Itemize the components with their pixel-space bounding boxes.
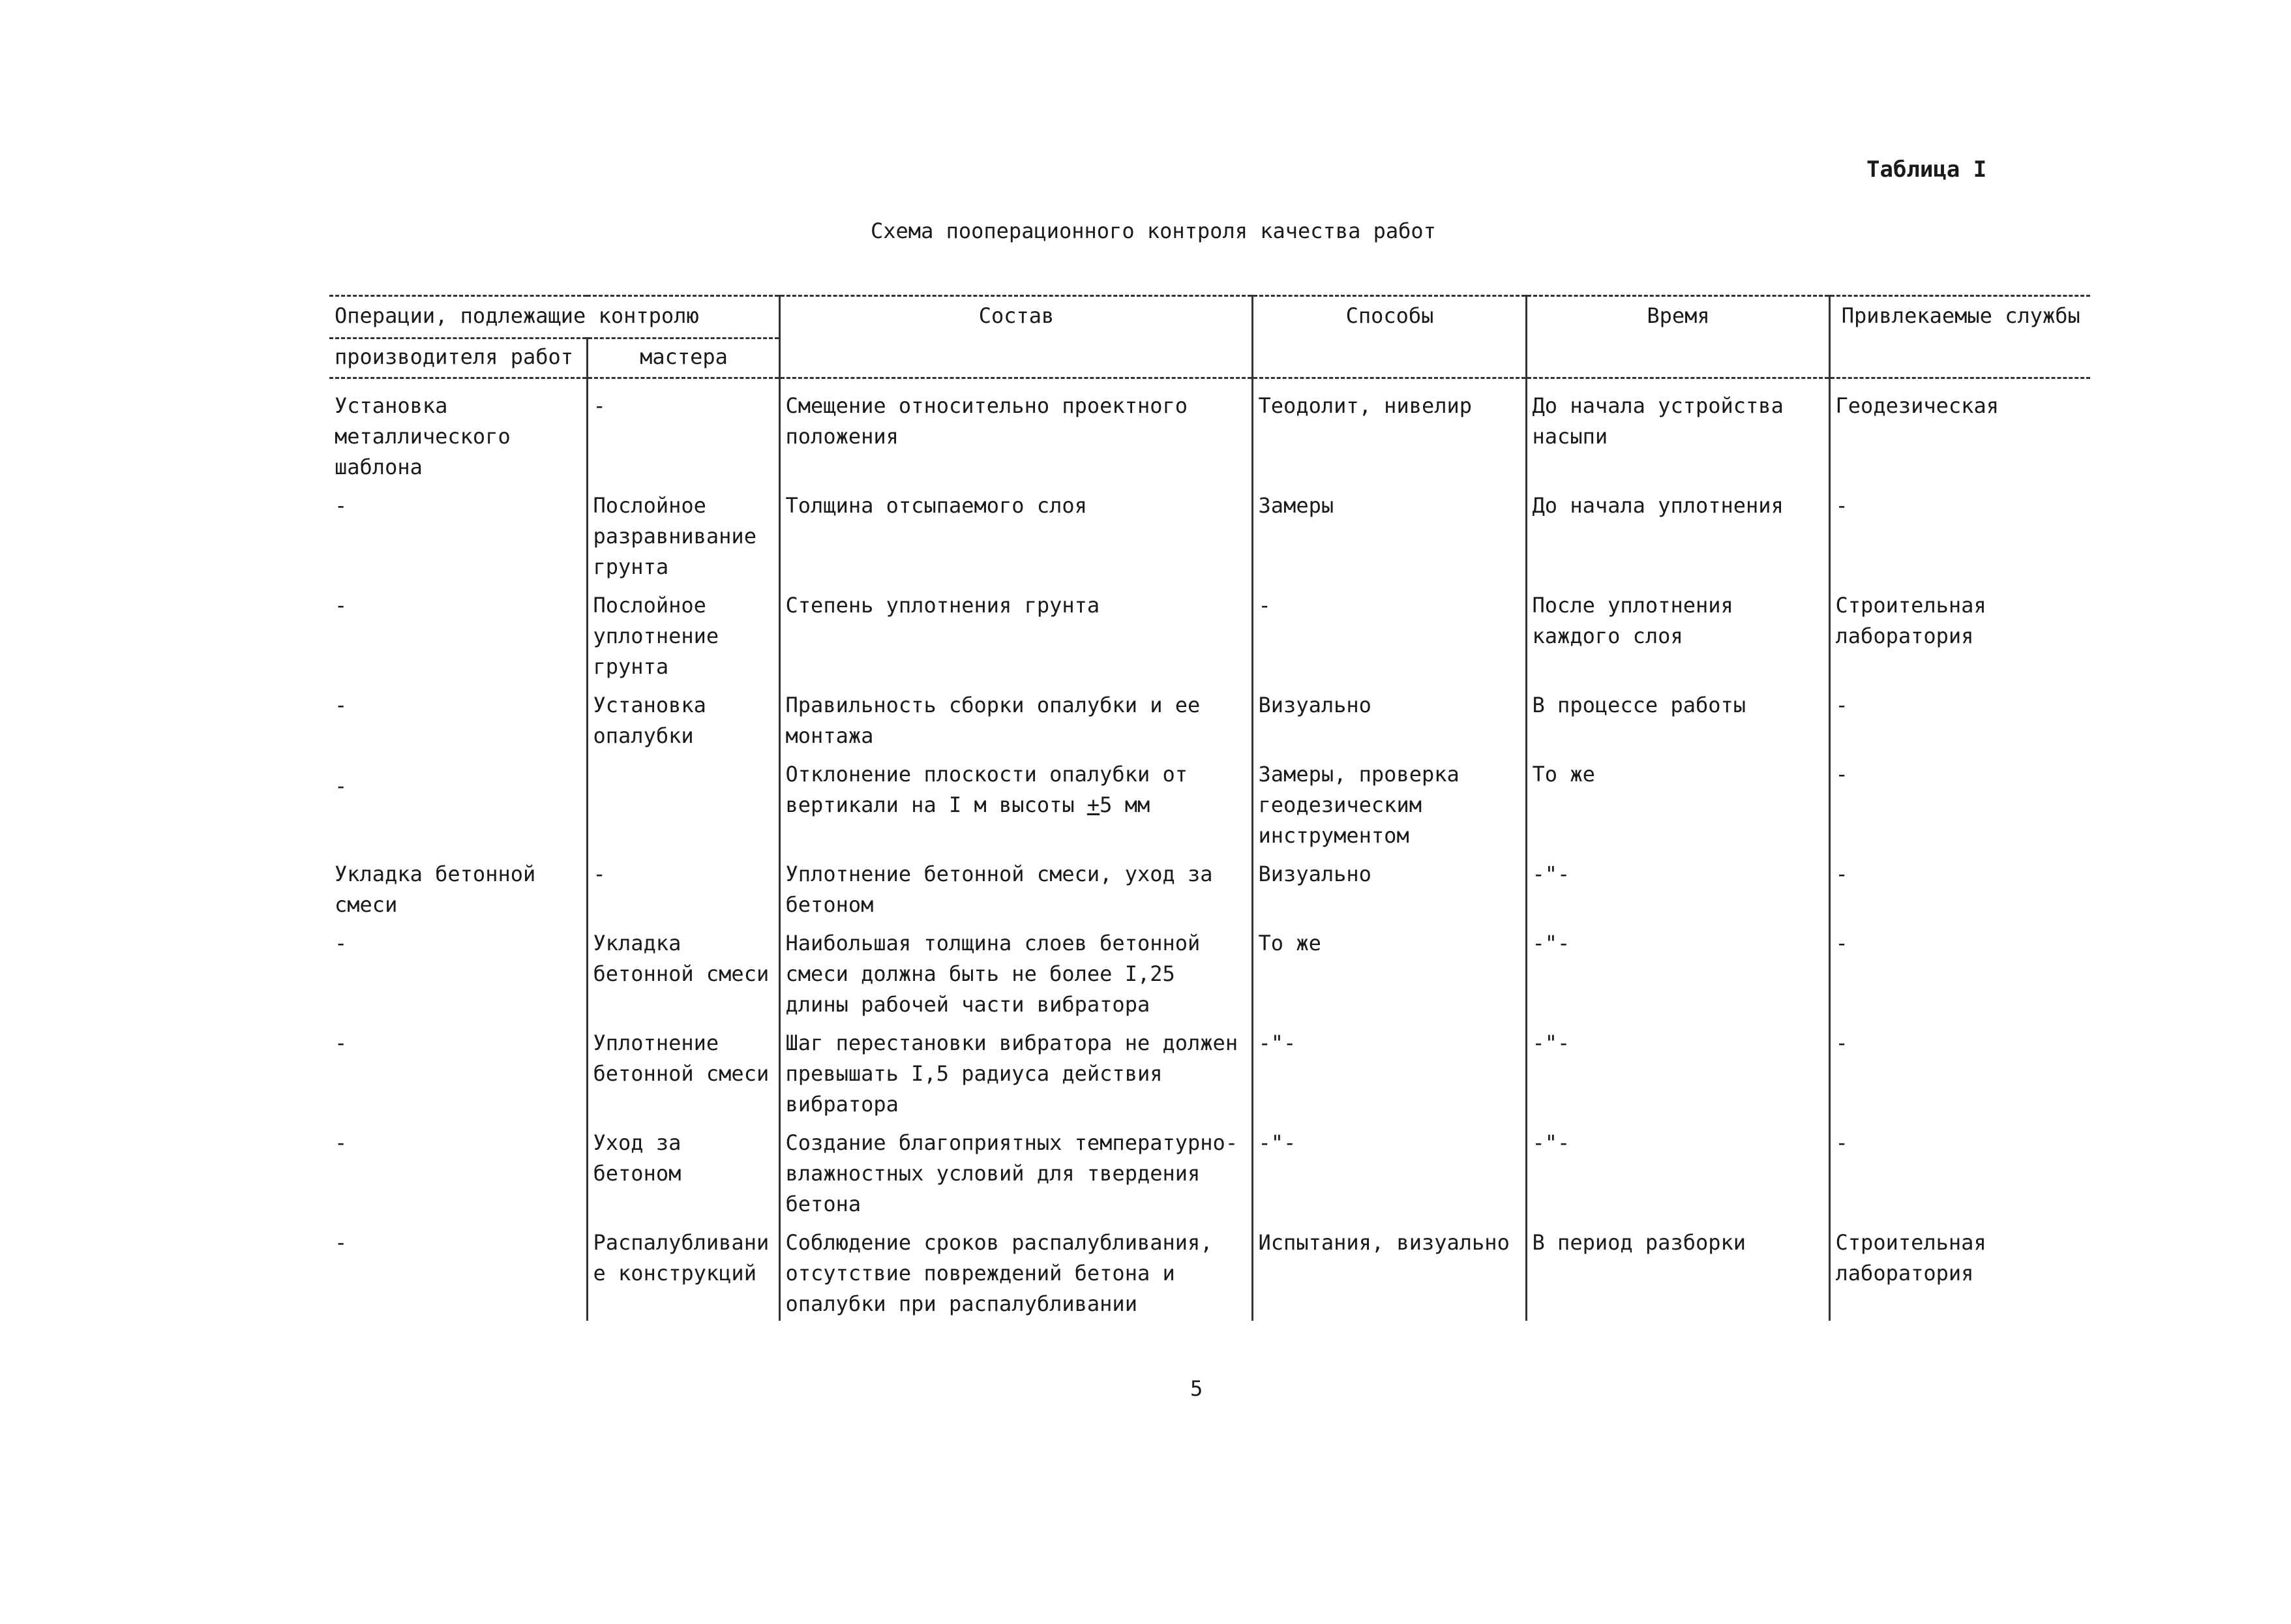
header-methods: Способы bbox=[1252, 296, 1526, 378]
cell-services: Строительная лаборатория bbox=[1835, 1230, 1986, 1286]
table-row bbox=[329, 852, 2090, 922]
cell-producer: - bbox=[329, 1021, 587, 1121]
cell-methods: Испытания, визуально bbox=[1252, 1221, 1526, 1321]
cell-time: В процессе работы bbox=[1526, 684, 1829, 753]
page-number: 5 bbox=[1190, 1376, 1203, 1401]
table-row bbox=[329, 753, 2090, 852]
cell-producer: - bbox=[329, 1221, 587, 1321]
cell-time: До начала устройства насыпи bbox=[1526, 378, 1829, 485]
header-composition: Состав bbox=[779, 296, 1252, 378]
table-row bbox=[329, 1221, 2090, 1321]
cell-time: -"- bbox=[1526, 1021, 1829, 1121]
cell-services: - bbox=[1835, 931, 1848, 955]
header-time: Время bbox=[1526, 296, 1829, 378]
cell-master: Послойное разравнивание грунта bbox=[587, 484, 779, 584]
cell-methods: Замеры bbox=[1252, 484, 1526, 584]
cell-producer: Укладка бетонной смеси bbox=[329, 852, 587, 922]
cell-methods: То же bbox=[1252, 922, 1526, 1021]
cell-producer: - bbox=[329, 1121, 587, 1221]
cell-producer: - bbox=[329, 584, 587, 684]
table-row bbox=[329, 584, 2090, 684]
cell-producer: - bbox=[329, 484, 587, 584]
cell-producer: - bbox=[329, 684, 587, 753]
cell-methods: Замеры, проверка геодезическим инструментом bbox=[1252, 753, 1526, 852]
cell-master: - bbox=[587, 378, 779, 485]
cell-composition bbox=[779, 753, 1252, 852]
tolerance-sign: + bbox=[1086, 792, 1100, 817]
table-row bbox=[329, 1021, 2090, 1121]
cell-methods: Визуально bbox=[1252, 684, 1526, 753]
cell-time: После уплотнения каждого слоя bbox=[1526, 584, 1829, 684]
table-row bbox=[329, 1121, 2090, 1221]
cell-methods: - bbox=[1252, 584, 1526, 684]
cell-composition: Толщина отсыпаемого слоя bbox=[779, 484, 1252, 584]
table-row bbox=[329, 922, 2090, 1021]
cell-master: Послойное уплотнение грунта bbox=[587, 584, 779, 684]
cell-time: -"- bbox=[1526, 1121, 1829, 1221]
cell-master bbox=[587, 753, 779, 852]
cell-methods: -"- bbox=[1252, 1121, 1526, 1221]
cell-time: В период разборки bbox=[1526, 1221, 1829, 1321]
cell-producer: Установка металлического шаблона bbox=[329, 378, 587, 485]
cell-services: - bbox=[1835, 1030, 1848, 1055]
cell-services: Геодезическая bbox=[1835, 393, 1999, 418]
cell-master: Распалубливание конструкций bbox=[587, 1221, 779, 1321]
table-row bbox=[329, 684, 2090, 753]
cell-composition: Создание благоприятных температурно-влажностных условий для твердения бетона bbox=[779, 1121, 1252, 1221]
table-row bbox=[329, 378, 2090, 485]
cell-methods: Визуально bbox=[1252, 852, 1526, 922]
cell-composition: Правильность сборки опалубки и ее монтажа bbox=[779, 684, 1252, 753]
document-title: Схема пооперационного контроля качества работ bbox=[871, 218, 1436, 243]
cell-services: - bbox=[1835, 762, 1848, 787]
cell-producer: - bbox=[329, 753, 587, 852]
cell-master: Уход за бетоном bbox=[587, 1121, 779, 1221]
cell-services: - bbox=[1835, 862, 1848, 886]
cell-composition: Соблюдение сроков распалубливания, отсутствие повреждений бетона и опалубки при распалубливании bbox=[779, 1221, 1252, 1321]
cell-master: Уплотнение бетонной смеси bbox=[587, 1021, 779, 1121]
cell-methods: Теодолит, нивелир bbox=[1252, 378, 1526, 485]
composition-text-end: 5 мм bbox=[1100, 792, 1150, 817]
header-producer: производителя работ bbox=[329, 338, 587, 378]
header-services: Привлекаемые службы bbox=[1829, 296, 2090, 378]
cell-time: До начала уплотнения bbox=[1526, 484, 1829, 584]
cell-time: То же bbox=[1526, 753, 1829, 852]
composition-text: Отклонение плоскости опалубки от вертикали на I м высоты bbox=[785, 762, 1188, 817]
cell-composition: Наибольшая толщина слоев бетонной смеси должна быть не более I,25 длины рабочей части вибратора bbox=[779, 922, 1252, 1021]
cell-composition: Степень уплотнения грунта bbox=[779, 584, 1252, 684]
cell-composition: Смещение относительно проектного положения bbox=[779, 378, 1252, 485]
header-operations: Операции, подлежащие контролю bbox=[329, 296, 779, 338]
cell-producer: - bbox=[329, 922, 587, 1021]
cell-methods: -"- bbox=[1252, 1021, 1526, 1121]
cell-services: - bbox=[1835, 1130, 1848, 1155]
table-label: Таблица I bbox=[1866, 157, 1987, 183]
cell-time: -"- bbox=[1526, 852, 1829, 922]
cell-time: -"- bbox=[1526, 922, 1829, 1021]
cell-services: Строительная лаборатория bbox=[1835, 593, 1986, 648]
cell-master: Установка опалубки bbox=[587, 684, 779, 753]
cell-composition: Уплотнение бетонной смеси, уход за бетоном bbox=[779, 852, 1252, 922]
cell-master: Укладка бетонной смеси bbox=[587, 922, 779, 1021]
cell-master: - bbox=[587, 852, 779, 922]
cell-services: - bbox=[1835, 493, 1848, 518]
cell-composition: Шаг перестановки вибратора не должен превышать I,5 радиуса действия вибратора bbox=[779, 1021, 1252, 1121]
table-row bbox=[329, 484, 2090, 584]
header-master: мастера bbox=[587, 338, 779, 378]
cell-services: - bbox=[1835, 693, 1848, 717]
quality-control-table bbox=[329, 295, 2090, 1321]
